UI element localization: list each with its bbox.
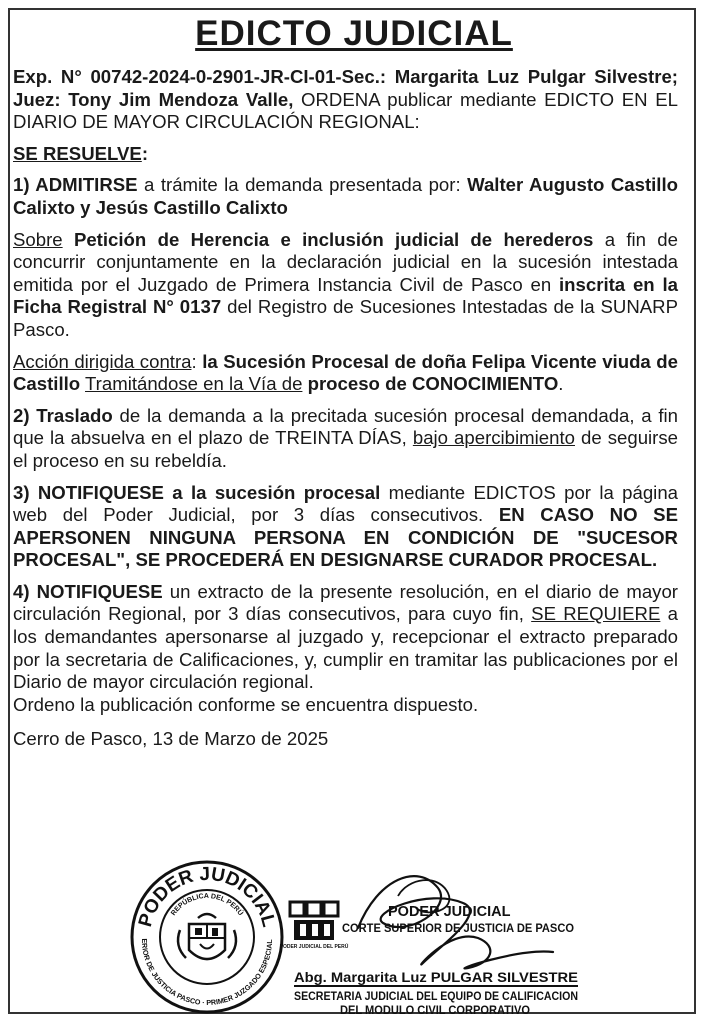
ordeno-line: Ordeno la publicación conforme se encuentra dispuesto. [13, 693, 479, 715]
judiciary-logo-icon [280, 902, 349, 950]
official-seal [128, 858, 286, 1021]
point-2: 2) Traslado de la demanda a la precitada sucesión procesal demandada, a fin que la absuelva en el plazo de TREINTA DÍAS, bajo apercibimiento de seguirse el proceso en su rebeldía. [13, 404, 679, 471]
logo-caption: PODER JUDICIAL DEL PERÚ [279, 944, 349, 950]
point-4: 4) NOTIFIQUESE un extracto de la presente resolución, en el diario de mayor circulación Regional, por 3 días consecutivos, para cuyo fin, SE REQUIERE a los demandantes apersonarse al juzgado y, recepcionar el extracto preparado por la secretaria de Calificaciones, y, cumplir en tramitar las publicaciones por el Diario de mayor circulación regional. [13, 580, 678, 693]
page-title: EDICTO JUDICIAL [195, 14, 513, 53]
seal-bottom-text: ERIOR DE JUSTICIA PASCO · PRIMER JUZGADO ESPECIAL [139, 938, 275, 1008]
stamp-role2: DEL MODULO CIVIL CORPORATIVO [340, 1005, 531, 1017]
point-action: Acción dirigida contra: la Sucesión Procesal de doña Felipa Vicente viuda de Castillo Tramitándose en la Vía de proceso de CONOCIMIENTO. [13, 350, 678, 395]
stamp-role1: SECRETARIA JUDICIAL DEL EQUIPO DE CALIFICACION [294, 991, 578, 1003]
point-1: 1) ADMITIRSE a trámite la demanda presentada por: Walter Augusto Castillo Calixto y Jesús Castillo Calixto [13, 174, 678, 218]
date-line: Cerro de Pasco, 13 de Marzo de 2025 [13, 728, 329, 750]
stamp-name: Abg. Margarita Luz PULGAR SILVESTRE [294, 970, 578, 985]
secretary-stamp [279, 868, 588, 1018]
stamp-line1: PODER JUDICIAL [388, 904, 511, 920]
seal-top-text: PODER JUDICIAL [134, 863, 280, 930]
coat-of-arms-icon [178, 914, 236, 959]
point-3: 3) NOTIFIQUESE a la sucesión procesal mediante EDICTOS por la página web del Poder Judicial, por 3 días consecutivos. EN CASO NO SE APERSONEN NINGUNA PERSONA EN CONDICIÓN DE "SUCESOR PROCESAL", SE PROCEDERÁ EN DESIGNARSE CURADOR PROCESAL. [13, 481, 678, 571]
point-subject: Sobre Petición de Herencia e inclusión judicial de herederos a fin de concurrir conjuntamente en la declaración judicial en la sucesión intestada emitida por el Juzgado de Primera Instancia Civil de Pasco en inscrita en la Ficha Registral N° 0137 del Registro de Sucesiones Intestadas de la SUNARP Pasco. [13, 228, 678, 340]
stamp-line2: CORTE SUPERIOR DE JUSTICIA DE PASCO [342, 921, 574, 935]
intro-paragraph: Exp. N° 00742-2024-0-2901-JR-CI-01-Sec.: Margarita Luz Pulgar Silvestre; Juez: Tony Jim Mendoza Valle, ORDENA publicar mediante EDICTO EN EL DIARIO DE MAYOR CIRCULACIÓN REGIONAL: [13, 66, 678, 133]
resolve-heading: SE RESUELVE: [13, 142, 149, 164]
seal-inner-text: REPÚBLICA DEL PERÚ [170, 892, 244, 918]
edict-body [13, 66, 678, 751]
